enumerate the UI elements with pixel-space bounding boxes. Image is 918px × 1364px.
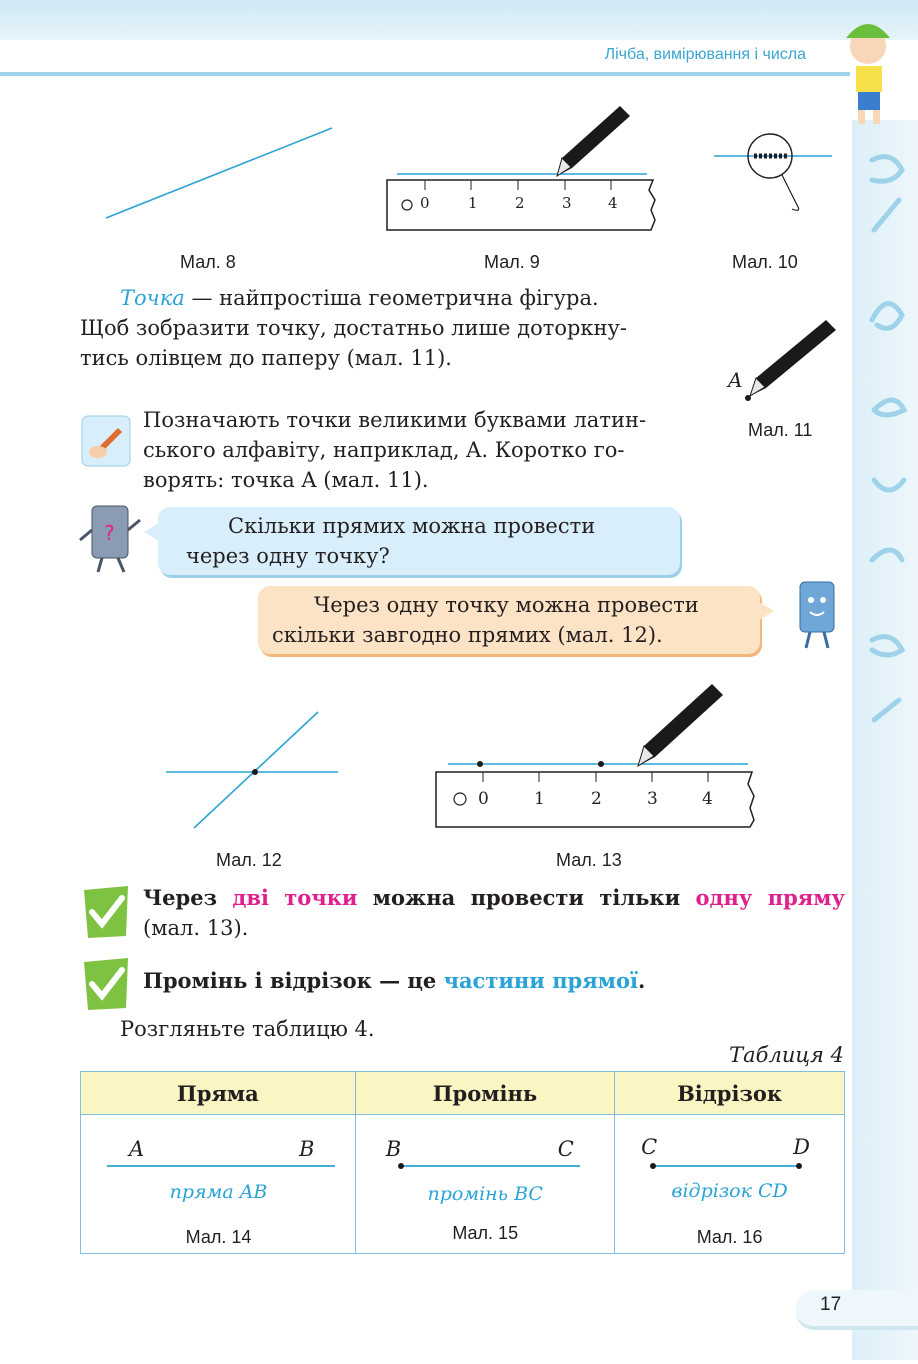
table-intro: Розгляньте таблицю 4. xyxy=(120,1017,375,1041)
ray-bc-drawing xyxy=(396,1161,580,1171)
cell-ray xyxy=(355,1115,614,1254)
bubble-pointer xyxy=(759,602,774,620)
decorative-side-strip xyxy=(852,120,918,1360)
table-4 xyxy=(80,1071,845,1254)
numbers-decoration xyxy=(852,120,918,1360)
tick-label: 0 xyxy=(420,194,430,212)
answer-bubble xyxy=(258,586,760,654)
phone-character-question-icon xyxy=(78,500,150,576)
intro-line1: — найпростіша геометрична фігура. xyxy=(184,286,599,310)
section-title: Лічба, вимірювання і числа xyxy=(604,46,806,63)
ruler-two-points-fig13 xyxy=(434,682,764,832)
line-drawing-fig8 xyxy=(100,120,340,230)
cell-line xyxy=(81,1115,356,1254)
tick-label: 3 xyxy=(562,194,572,212)
cell-segment xyxy=(615,1115,845,1254)
point-label: B xyxy=(385,1137,402,1161)
bubble-pointer xyxy=(144,523,159,541)
tick-label: 4 xyxy=(608,194,618,212)
tick-label: 3 xyxy=(647,789,658,809)
fig11-caption: Мал. 11 xyxy=(748,420,813,440)
rule2-parts-of-line: частини прямої xyxy=(443,968,638,993)
term-point: Точка xyxy=(120,286,185,310)
rule1-p3: можна провести тільки xyxy=(357,885,696,910)
fig15-caption: Мал. 15 xyxy=(452,1223,519,1243)
fig16-caption: Мал. 16 xyxy=(696,1227,763,1247)
segment-cd-drawing xyxy=(648,1161,804,1171)
intro-line3: тись олівцем до паперу (мал. 11). xyxy=(80,346,452,370)
magnifier-drawing-fig10 xyxy=(710,130,840,220)
ruler-drawing-fig9 xyxy=(385,104,665,232)
fig10-caption: Мал. 10 xyxy=(732,252,798,272)
rule1-one-line: одну пряму xyxy=(695,885,845,910)
fig9-caption: Мал. 9 xyxy=(484,252,540,272)
intro-paragraph xyxy=(80,283,702,373)
point-label: C xyxy=(641,1135,658,1159)
rule1-two-points: дві точки xyxy=(232,885,358,910)
column-header: Промінь xyxy=(355,1072,614,1115)
tick-label: 2 xyxy=(591,789,602,809)
fig13-caption: Мал. 13 xyxy=(556,850,622,870)
kid-mascot-illustration xyxy=(828,8,908,128)
rule2-p3: . xyxy=(637,968,646,993)
note-hand-pencil-icon xyxy=(80,412,134,470)
pencil-point-fig11 xyxy=(738,312,838,412)
question-line2: через одну точку? xyxy=(186,544,390,568)
table-row xyxy=(81,1115,845,1254)
phone-character-answer-icon xyxy=(788,576,848,656)
rule2-paragraph xyxy=(143,966,845,996)
line-ab-drawing xyxy=(107,1163,335,1169)
tick-label: 1 xyxy=(468,194,478,212)
fig8-caption: Мал. 8 xyxy=(180,252,236,272)
answer-line1: Через одну точку можна провести xyxy=(314,593,699,617)
rule1-paragraph xyxy=(143,883,845,943)
rule1-p5: (мал. 13). xyxy=(143,916,249,940)
note-paragraph xyxy=(143,405,703,495)
rule2-p1: Промінь і відрізок — це xyxy=(143,968,444,993)
intersecting-lines-fig12 xyxy=(160,706,345,836)
checkmark-icon xyxy=(80,884,132,940)
point-label: D xyxy=(793,1135,810,1159)
table-caption: Таблиця 4 xyxy=(729,1043,844,1067)
page-number-tab xyxy=(796,1290,918,1330)
note-line3: ворять: точка A (мал. 11). xyxy=(143,468,429,492)
note-line1: Позначають точки великими буквами латин- xyxy=(143,408,647,432)
fig14-caption: Мал. 14 xyxy=(185,1227,252,1247)
tick-label: 2 xyxy=(515,194,525,212)
checkmark-icon xyxy=(80,956,132,1012)
point-label-a: A xyxy=(728,368,743,392)
point-label: B xyxy=(299,1137,315,1161)
column-header: Відрізок xyxy=(615,1072,845,1115)
point-label: C xyxy=(557,1137,574,1161)
rule1-p1: Через xyxy=(143,885,233,910)
header-decoration-band xyxy=(0,0,918,40)
intro-line2: Щоб зобразити точку, достатньо лише доторкну- xyxy=(80,316,627,340)
tick-label: 0 xyxy=(478,789,489,809)
svg-text:?: ? xyxy=(104,521,115,545)
note-line2: ського алфавіту, наприклад, A. Коротко го- xyxy=(143,438,625,462)
shape-name: промінь BC xyxy=(427,1183,543,1205)
question-line1: Скільки прямих можна провести xyxy=(228,514,596,538)
tick-label: 4 xyxy=(702,789,713,809)
shape-name: пряма AB xyxy=(169,1181,268,1203)
point-label: A xyxy=(129,1137,145,1161)
tick-label: 1 xyxy=(534,789,545,809)
shape-name: відрізок CD xyxy=(671,1180,788,1202)
fig12-caption: Мал. 12 xyxy=(216,850,282,870)
answer-line2: скільки завгодно прямих (мал. 12). xyxy=(272,623,663,647)
question-bubble xyxy=(158,507,680,575)
table-header-row xyxy=(81,1072,845,1115)
column-header: Пряма xyxy=(81,1072,356,1115)
page-number: 17 xyxy=(820,1294,842,1315)
